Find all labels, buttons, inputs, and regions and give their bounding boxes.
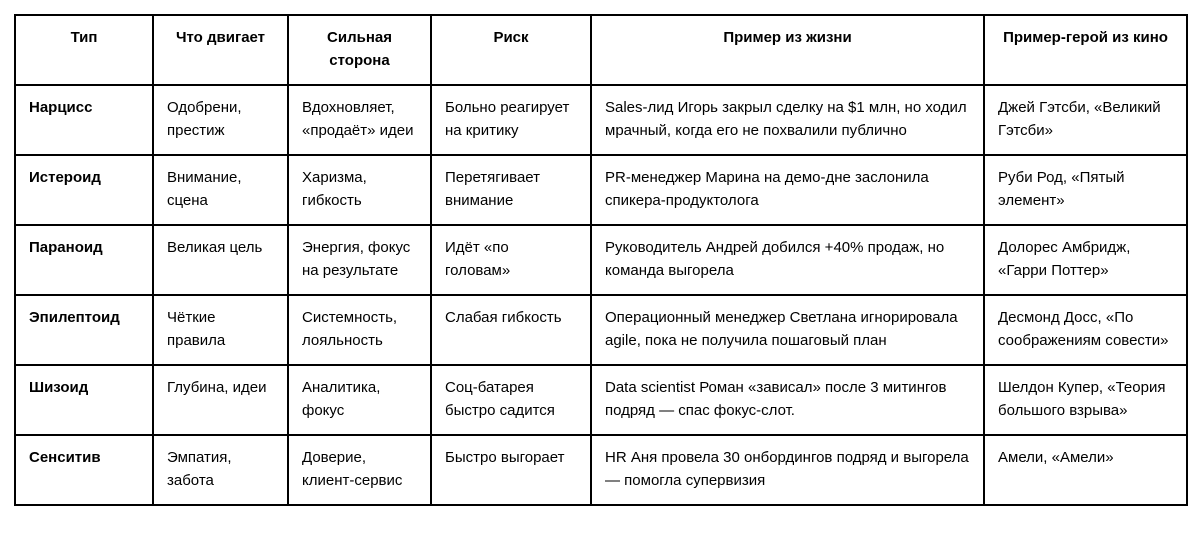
table-cell: Амели, «Амели» xyxy=(984,435,1187,505)
table-row xyxy=(15,365,1187,435)
type-cell: Истероид xyxy=(15,155,153,225)
column-header: Пример из жизни xyxy=(591,15,984,85)
column-header: Сильная сторона xyxy=(288,15,431,85)
table-cell: Энергия, фокус на результате xyxy=(288,225,431,295)
table-cell: Больно реагирует на критику xyxy=(431,85,591,155)
table-cell: Джей Гэтсби, «Великий Гэтсби» xyxy=(984,85,1187,155)
table-cell: Перетягивает внимание xyxy=(431,155,591,225)
table-row xyxy=(15,295,1187,365)
table-body xyxy=(15,85,1187,505)
personality-types-table xyxy=(14,14,1188,506)
column-header: Риск xyxy=(431,15,591,85)
type-cell: Нарцисс xyxy=(15,85,153,155)
table-cell: Системность, лояльность xyxy=(288,295,431,365)
table-cell: Идёт «по головам» xyxy=(431,225,591,295)
header-row xyxy=(15,15,1187,85)
table-header xyxy=(15,15,1187,85)
table-cell: Операционный менеджер Светлана игнорировала agile, пока не получила пошаговый план xyxy=(591,295,984,365)
column-header: Тип xyxy=(15,15,153,85)
table-cell: Одобрени, престиж xyxy=(153,85,288,155)
table-cell: Вдохновляет, «продаёт» идеи xyxy=(288,85,431,155)
table-cell: Руби Род, «Пятый элемент» xyxy=(984,155,1187,225)
table-cell: Долорес Амбридж, «Гарри Поттер» xyxy=(984,225,1187,295)
table-row xyxy=(15,155,1187,225)
table-cell: Десмонд Досс, «По соображениям совести» xyxy=(984,295,1187,365)
table-cell: Шелдон Купер, «Теория большого взрыва» xyxy=(984,365,1187,435)
table-row xyxy=(15,85,1187,155)
table-cell: Data scientist Роман «зависал» после 3 митингов подряд — спас фокус-слот. xyxy=(591,365,984,435)
type-cell: Параноид xyxy=(15,225,153,295)
type-cell: Шизоид xyxy=(15,365,153,435)
table-row xyxy=(15,225,1187,295)
table-row xyxy=(15,435,1187,505)
table-cell: PR-менеджер Марина на демо-дне заслонила спикера-продуктолога xyxy=(591,155,984,225)
table-cell: Эмпатия, забота xyxy=(153,435,288,505)
table-cell: Внимание, сцена xyxy=(153,155,288,225)
table-cell: HR Аня провела 30 онбордингов подряд и выгорела — помогла супервизия xyxy=(591,435,984,505)
type-cell: Сенситив xyxy=(15,435,153,505)
table-cell: Слабая гибкость xyxy=(431,295,591,365)
type-cell: Эпилептоид xyxy=(15,295,153,365)
table-cell: Sales-лид Игорь закрыл сделку на $1 млн, но ходил мрачный, когда его не похвалили публично xyxy=(591,85,984,155)
table-cell: Глубина, идеи xyxy=(153,365,288,435)
table-cell: Доверие, клиент-сервис xyxy=(288,435,431,505)
table-cell: Великая цель xyxy=(153,225,288,295)
table-cell: Харизма, гибкость xyxy=(288,155,431,225)
table-cell: Чёткие правила xyxy=(153,295,288,365)
table-cell: Руководитель Андрей добился +40% продаж, но команда выгорела xyxy=(591,225,984,295)
column-header: Пример-герой из кино xyxy=(984,15,1187,85)
table-cell: Быстро выгорает xyxy=(431,435,591,505)
column-header: Что двигает xyxy=(153,15,288,85)
table-cell: Аналитика, фокус xyxy=(288,365,431,435)
table-cell: Соц-батарея быстро садится xyxy=(431,365,591,435)
